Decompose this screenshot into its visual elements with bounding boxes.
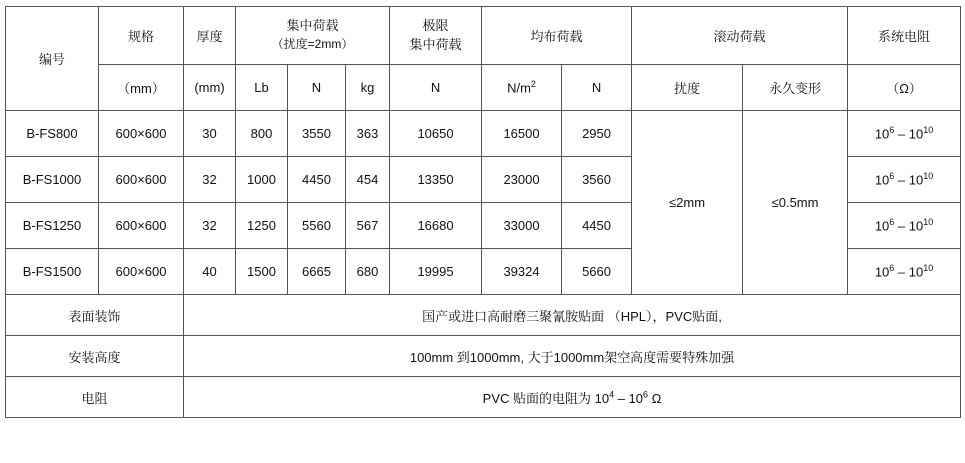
header-deflection: 扰度 <box>632 65 743 111</box>
cell-uniform-load-n: 5660 <box>562 249 632 295</box>
note-resistance-unit: Ω <box>648 390 662 406</box>
header-kg: kg <box>346 65 390 111</box>
header-spec: 规格 <box>99 7 184 65</box>
cell-rolling-permanent: ≤0.5mm <box>743 111 848 295</box>
resistance-sep-1: – 10 <box>894 172 924 188</box>
cell-n1: 6665 <box>288 249 346 295</box>
header-system-resistance: 系统电阻 <box>848 7 961 65</box>
resistance-exp-2: 10 <box>923 263 934 274</box>
header-concentrated-load <box>236 7 390 65</box>
header-ultimate-load-line2: 集中荷载 <box>409 36 462 52</box>
cell-system-resistance <box>848 203 961 249</box>
resistance-exp-1: 6 <box>889 263 895 274</box>
cell-kg: 567 <box>346 203 390 249</box>
cell-lb: 800 <box>236 111 288 157</box>
header-lb: Lb <box>236 65 288 111</box>
cell-kg: 454 <box>346 157 390 203</box>
header-spec-unit: （mm） <box>99 65 184 111</box>
resistance-base-1: 10 <box>874 126 890 142</box>
cell-uniform-load-n: 4450 <box>562 203 632 249</box>
cell-spec: 600×600 <box>99 203 184 249</box>
table-header-row-units <box>6 65 961 111</box>
header-n-per-m2-exponent: 2 <box>530 79 536 90</box>
cell-code: B-FS1500 <box>6 249 99 295</box>
cell-thickness: 32 <box>184 203 236 249</box>
resistance-exp-2: 10 <box>923 217 934 228</box>
note-value-install-height: 100mm 到1000mm, 大于1000mm架空高度需要特殊加强 <box>184 336 961 377</box>
header-ohm-unit: （Ω） <box>848 65 961 111</box>
resistance-sep-1: – 10 <box>894 126 924 142</box>
resistance-exp-2: 10 <box>923 125 934 136</box>
resistance-base-1: 10 <box>874 264 890 280</box>
header-n-1: N <box>288 65 346 111</box>
note-resistance-sep: – 10 <box>614 390 644 406</box>
cell-spec: 600×600 <box>99 157 184 203</box>
note-row-resistance <box>6 377 961 418</box>
cell-n1: 5560 <box>288 203 346 249</box>
cell-kg: 363 <box>346 111 390 157</box>
table-header-row-primary <box>6 7 961 65</box>
cell-n1: 3550 <box>288 111 346 157</box>
resistance-sep-1: – 10 <box>894 264 924 280</box>
header-n-per-m2 <box>482 65 562 111</box>
header-ultimate-load-line1: 极限 <box>422 17 449 33</box>
header-code: 编号 <box>6 7 99 111</box>
cell-code: B-FS1000 <box>6 157 99 203</box>
header-rolling-load: 滚动荷载 <box>632 7 848 65</box>
cell-n1: 4450 <box>288 157 346 203</box>
cell-system-resistance <box>848 249 961 295</box>
header-uniform-load: 均布荷载 <box>482 7 632 65</box>
header-n-2: N <box>390 65 482 111</box>
resistance-exp-1: 6 <box>889 171 895 182</box>
note-label-surface-finish: 表面装饰 <box>6 295 184 336</box>
cell-uniform-load-n: 3560 <box>562 157 632 203</box>
note-resistance-exp-2: 6 <box>643 389 649 400</box>
resistance-base-1: 10 <box>874 172 890 188</box>
table-row <box>6 111 961 157</box>
cell-thickness: 30 <box>184 111 236 157</box>
note-resistance-base-1: PVC 贴面的电阻为 10 <box>482 390 610 406</box>
cell-uniform-load: 23000 <box>482 157 562 203</box>
cell-rolling-deflection: ≤2mm <box>632 111 743 295</box>
cell-code: B-FS800 <box>6 111 99 157</box>
cell-lb: 1000 <box>236 157 288 203</box>
cell-uniform-load-n: 2950 <box>562 111 632 157</box>
cell-lb: 1500 <box>236 249 288 295</box>
cell-spec: 600×600 <box>99 249 184 295</box>
cell-uniform-load: 33000 <box>482 203 562 249</box>
note-resistance-exp-1: 4 <box>609 389 615 400</box>
resistance-exp-1: 6 <box>889 125 895 136</box>
note-row-surface-finish <box>6 295 961 336</box>
cell-n2: 19995 <box>390 249 482 295</box>
cell-code: B-FS1250 <box>6 203 99 249</box>
header-thickness-unit: (mm) <box>184 65 236 111</box>
cell-n2: 10650 <box>390 111 482 157</box>
header-n-3: N <box>562 65 632 111</box>
header-permanent-deformation: 永久变形 <box>743 65 848 111</box>
header-concentrated-load-title: 集中荷载 <box>286 18 339 34</box>
note-value-resistance <box>184 377 961 418</box>
cell-thickness: 32 <box>184 157 236 203</box>
note-label-install-height: 安装高度 <box>6 336 184 377</box>
header-n-per-m2-text: N/m <box>507 80 531 96</box>
cell-thickness: 40 <box>184 249 236 295</box>
header-thickness: 厚度 <box>184 7 236 65</box>
resistance-base-1: 10 <box>874 218 890 234</box>
note-row-install-height <box>6 336 961 377</box>
cell-spec: 600×600 <box>99 111 184 157</box>
cell-n2: 16680 <box>390 203 482 249</box>
resistance-exp-2: 10 <box>923 171 934 182</box>
cell-kg: 680 <box>346 249 390 295</box>
cell-lb: 1250 <box>236 203 288 249</box>
cell-uniform-load: 16500 <box>482 111 562 157</box>
note-label-resistance: 电阻 <box>6 377 184 418</box>
cell-uniform-load: 39324 <box>482 249 562 295</box>
specification-table <box>5 6 961 418</box>
header-ultimate-load <box>390 7 482 65</box>
resistance-sep-1: – 10 <box>894 218 924 234</box>
note-value-surface-finish: 国产或进口高耐磨三聚氰胺贴面 （HPL），PVC贴面, <box>184 295 961 336</box>
header-concentrated-load-condition: （扰度=2mm） <box>271 37 354 52</box>
cell-n2: 13350 <box>390 157 482 203</box>
resistance-exp-1: 6 <box>889 217 895 228</box>
cell-system-resistance <box>848 157 961 203</box>
cell-system-resistance <box>848 111 961 157</box>
